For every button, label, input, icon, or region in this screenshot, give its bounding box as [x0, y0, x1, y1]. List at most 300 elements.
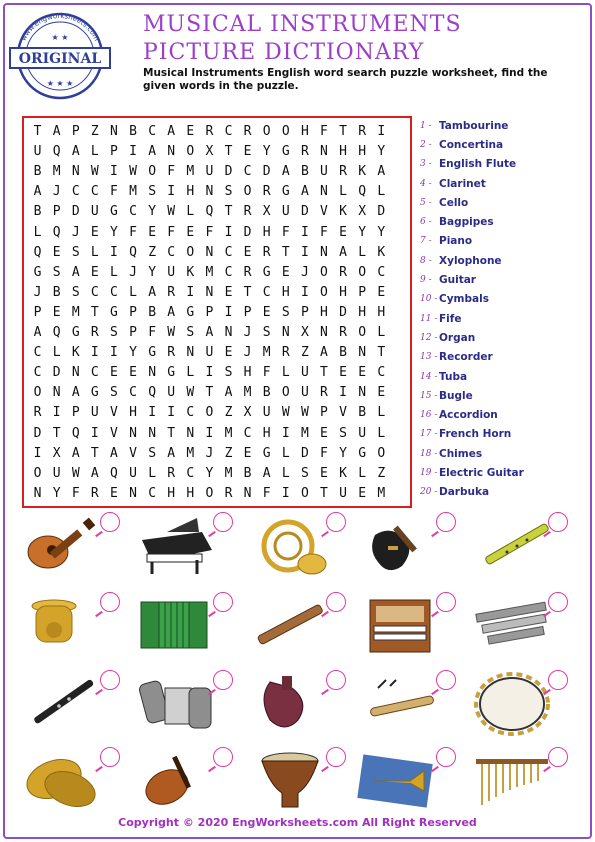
grid-letter[interactable]: G	[110, 204, 118, 220]
grid-letter[interactable]: K	[186, 264, 195, 280]
grid-letter[interactable]: I	[110, 244, 118, 260]
grid-letter[interactable]: I	[377, 124, 386, 139]
grid-letter[interactable]: I	[110, 164, 118, 180]
answer-bubble[interactable]	[213, 670, 233, 690]
grid-letter[interactable]: R	[339, 164, 347, 180]
answer-bubble[interactable]	[100, 670, 120, 690]
grid-letter[interactable]: S	[262, 325, 271, 340]
grid-letter[interactable]: S	[224, 365, 233, 381]
grid-letter[interactable]: U	[300, 385, 309, 401]
grid-letter[interactable]: E	[224, 345, 233, 361]
grid-letter[interactable]: F	[167, 224, 176, 240]
grid-letter[interactable]: Y	[339, 445, 347, 461]
grid-letter[interactable]: I	[90, 425, 99, 441]
grid-letter[interactable]: H	[339, 144, 347, 160]
grid-letter[interactable]: I	[224, 224, 233, 240]
answer-bubble[interactable]	[326, 747, 346, 767]
grid-letter[interactable]: G	[281, 144, 290, 160]
grid-letter[interactable]: Z	[224, 445, 233, 461]
grid-letter[interactable]: U	[52, 465, 61, 481]
grid-letter[interactable]: J	[243, 345, 252, 361]
grid-letter[interactable]: W	[300, 405, 309, 421]
answer-bubble[interactable]	[100, 747, 120, 767]
grid-letter[interactable]: X	[243, 405, 252, 421]
grid-letter[interactable]: S	[71, 244, 80, 260]
grid-letter[interactable]: R	[243, 264, 252, 280]
grid-letter[interactable]: O	[320, 264, 328, 280]
grid-letter[interactable]: E	[148, 224, 157, 240]
grid-letter[interactable]: S	[148, 184, 157, 200]
grid-letter[interactable]: A	[148, 284, 157, 300]
grid-letter[interactable]: O	[33, 385, 42, 401]
grid-letter[interactable]: C	[186, 405, 195, 421]
grid-letter[interactable]: H	[243, 365, 252, 381]
grid-letter[interactable]: C	[90, 284, 99, 300]
grid-letter[interactable]: P	[110, 144, 118, 160]
grid-letter[interactable]: A	[167, 445, 176, 461]
grid-letter[interactable]: A	[224, 385, 233, 401]
grid-letter[interactable]: X	[358, 204, 367, 220]
grid-letter[interactable]: H	[262, 425, 271, 441]
grid-letter[interactable]: O	[300, 485, 309, 501]
answer-bubble[interactable]	[213, 592, 233, 612]
grid-letter[interactable]: F	[148, 325, 157, 340]
grid-letter[interactable]: A	[167, 304, 176, 320]
grid-letter[interactable]: E	[52, 304, 61, 320]
grid-letter[interactable]: N	[320, 184, 328, 200]
grid-letter[interactable]: R	[167, 465, 176, 481]
grid-letter[interactable]: A	[167, 124, 176, 139]
grid-letter[interactable]: D	[33, 425, 42, 441]
grid-letter[interactable]: Y	[52, 485, 61, 501]
grid-letter[interactable]: A	[148, 144, 157, 160]
grid-letter[interactable]: Z	[377, 465, 386, 481]
grid-letter[interactable]: M	[205, 264, 214, 280]
grid-letter[interactable]: R	[281, 345, 290, 361]
grid-letter[interactable]: J	[52, 184, 61, 200]
answer-bubble[interactable]	[548, 592, 568, 612]
grid-letter[interactable]: B	[339, 345, 347, 361]
grid-letter[interactable]: T	[243, 284, 252, 300]
grid-letter[interactable]: R	[90, 485, 99, 501]
grid-letter[interactable]: H	[186, 485, 195, 501]
grid-letter[interactable]: E	[110, 485, 118, 501]
grid-letter[interactable]: L	[358, 244, 367, 260]
grid-letter[interactable]: A	[71, 385, 80, 401]
grid-letter[interactable]: K	[377, 244, 386, 260]
grid-letter[interactable]: H	[167, 485, 176, 501]
grid-letter[interactable]: S	[52, 264, 61, 280]
grid-letter[interactable]: S	[300, 465, 309, 481]
grid-letter[interactable]: A	[300, 184, 309, 200]
grid-letter[interactable]: C	[262, 284, 271, 300]
grid-letter[interactable]: J	[129, 264, 137, 280]
grid-letter[interactable]: U	[90, 405, 99, 421]
grid-letter[interactable]: K	[358, 164, 367, 180]
grid-letter[interactable]: R	[167, 284, 176, 300]
grid-letter[interactable]: H	[339, 284, 347, 300]
grid-letter[interactable]: I	[33, 445, 42, 461]
grid-letter[interactable]: C	[33, 365, 42, 381]
grid-letter[interactable]: A	[71, 264, 80, 280]
grid-letter[interactable]: F	[320, 224, 328, 240]
grid-letter[interactable]: H	[300, 124, 309, 139]
grid-letter[interactable]: O	[358, 264, 367, 280]
grid-letter[interactable]: O	[243, 184, 252, 200]
grid-letter[interactable]: P	[71, 124, 80, 139]
grid-letter[interactable]: Q	[129, 244, 137, 260]
grid-letter[interactable]: T	[90, 304, 99, 320]
grid-letter[interactable]: S	[71, 284, 80, 300]
grid-letter[interactable]: V	[129, 445, 137, 461]
answer-bubble[interactable]	[326, 592, 346, 612]
grid-letter[interactable]: E	[358, 365, 367, 381]
grid-letter[interactable]: C	[243, 164, 252, 180]
grid-letter[interactable]: J	[33, 284, 42, 300]
answer-bubble[interactable]	[100, 592, 120, 612]
grid-letter[interactable]: E	[224, 284, 233, 300]
grid-letter[interactable]: C	[186, 465, 195, 481]
grid-letter[interactable]: N	[320, 144, 328, 160]
grid-letter[interactable]: C	[129, 204, 137, 220]
grid-letter[interactable]: T	[377, 345, 386, 361]
grid-letter[interactable]: T	[167, 425, 176, 441]
grid-letter[interactable]: O	[186, 244, 195, 260]
grid-letter[interactable]: A	[281, 164, 290, 180]
grid-letter[interactable]: G	[281, 184, 290, 200]
grid-letter[interactable]: V	[110, 405, 118, 421]
grid-letter[interactable]: Y	[148, 204, 157, 220]
grid-letter[interactable]: A	[339, 244, 347, 260]
grid-letter[interactable]: S	[281, 304, 290, 320]
grid-letter[interactable]: L	[358, 465, 367, 481]
grid-letter[interactable]: F	[167, 164, 176, 180]
grid-letter[interactable]: I	[52, 405, 61, 421]
grid-letter[interactable]: L	[377, 184, 386, 200]
grid-letter[interactable]: P	[129, 304, 137, 320]
grid-letter[interactable]: H	[129, 405, 137, 421]
grid-letter[interactable]: M	[52, 164, 61, 180]
grid-letter[interactable]: C	[224, 264, 233, 280]
grid-letter[interactable]: E	[129, 365, 137, 381]
grid-letter[interactable]: C	[224, 244, 233, 260]
grid-letter[interactable]: I	[300, 224, 309, 240]
grid-letter[interactable]: X	[262, 204, 271, 220]
answer-bubble[interactable]	[436, 592, 456, 612]
grid-letter[interactable]: M	[300, 425, 309, 441]
grid-letter[interactable]: Y	[262, 144, 271, 160]
grid-letter[interactable]: D	[71, 204, 80, 220]
grid-letter[interactable]: J	[300, 264, 309, 280]
grid-letter[interactable]: U	[281, 204, 290, 220]
grid-letter[interactable]: F	[110, 184, 118, 200]
grid-letter[interactable]: I	[167, 405, 176, 421]
grid-letter[interactable]: C	[243, 425, 252, 441]
grid-letter[interactable]: P	[205, 304, 214, 320]
grid-letter[interactable]: N	[320, 244, 328, 260]
grid-letter[interactable]: R	[320, 385, 328, 401]
grid-letter[interactable]: Q	[358, 184, 367, 200]
grid-letter[interactable]: P	[358, 284, 367, 300]
grid-letter[interactable]: M	[186, 445, 195, 461]
grid-letter[interactable]: C	[377, 365, 386, 381]
grid-letter[interactable]: V	[339, 405, 347, 421]
grid-letter[interactable]: Q	[52, 224, 61, 240]
grid-letter[interactable]: D	[224, 164, 233, 180]
grid-letter[interactable]: A	[110, 445, 118, 461]
grid-letter[interactable]: M	[243, 385, 252, 401]
grid-letter[interactable]: H	[262, 224, 271, 240]
grid-letter[interactable]: R	[90, 325, 99, 340]
grid-letter[interactable]: L	[281, 465, 290, 481]
grid-letter[interactable]: A	[33, 325, 42, 340]
grid-letter[interactable]: U	[167, 264, 176, 280]
grid-letter[interactable]: J	[243, 325, 252, 340]
grid-letter[interactable]: J	[205, 445, 214, 461]
grid-letter[interactable]: A	[320, 345, 328, 361]
grid-letter[interactable]: B	[300, 164, 309, 180]
grid-letter[interactable]: N	[71, 164, 80, 180]
grid-letter[interactable]: N	[129, 425, 137, 441]
grid-letter[interactable]: H	[358, 304, 367, 320]
grid-letter[interactable]: E	[90, 264, 99, 280]
grid-letter[interactable]: R	[224, 485, 233, 501]
grid-letter[interactable]: W	[90, 164, 99, 180]
grid-letter[interactable]: P	[300, 304, 309, 320]
grid-letter[interactable]: I	[339, 385, 347, 401]
grid-letter[interactable]: A	[71, 144, 80, 160]
grid-letter[interactable]: Y	[358, 224, 367, 240]
grid-letter[interactable]: L	[281, 365, 290, 381]
grid-letter[interactable]: O	[33, 465, 42, 481]
grid-letter[interactable]: H	[281, 284, 290, 300]
grid-letter[interactable]: L	[33, 224, 42, 240]
grid-letter[interactable]: W	[167, 325, 176, 340]
grid-letter[interactable]: A	[90, 465, 99, 481]
grid-letter[interactable]: W	[129, 164, 137, 180]
grid-letter[interactable]: G	[71, 325, 80, 340]
grid-letter[interactable]: R	[262, 244, 271, 260]
grid-letter[interactable]: G	[358, 445, 367, 461]
grid-letter[interactable]: L	[186, 365, 195, 381]
grid-letter[interactable]: S	[339, 425, 347, 441]
grid-letter[interactable]: I	[110, 345, 118, 361]
grid-letter[interactable]: W	[71, 465, 80, 481]
grid-letter[interactable]: J	[71, 224, 80, 240]
grid-letter[interactable]: K	[339, 204, 347, 220]
grid-letter[interactable]: L	[110, 264, 118, 280]
grid-letter[interactable]: I	[205, 365, 214, 381]
grid-letter[interactable]: R	[167, 345, 176, 361]
grid-letter[interactable]: N	[129, 485, 137, 501]
grid-letter[interactable]: L	[90, 244, 99, 260]
answer-bubble[interactable]	[548, 512, 568, 532]
grid-letter[interactable]: C	[167, 244, 176, 260]
grid-letter[interactable]: E	[339, 365, 347, 381]
grid-letter[interactable]: H	[377, 304, 386, 320]
grid-letter[interactable]: A	[377, 164, 386, 180]
grid-letter[interactable]: G	[90, 385, 99, 401]
grid-letter[interactable]: C	[33, 345, 42, 361]
grid-letter[interactable]: G	[110, 304, 118, 320]
grid-letter[interactable]: W	[281, 405, 290, 421]
grid-letter[interactable]: T	[224, 204, 233, 220]
grid-letter[interactable]: V	[110, 425, 118, 441]
grid-letter[interactable]: F	[262, 365, 271, 381]
grid-letter[interactable]: U	[167, 385, 176, 401]
answer-bubble[interactable]	[213, 512, 233, 532]
answer-bubble[interactable]	[100, 512, 120, 532]
grid-letter[interactable]: N	[167, 144, 176, 160]
grid-letter[interactable]: P	[320, 405, 328, 421]
grid-letter[interactable]: G	[148, 345, 157, 361]
grid-letter[interactable]: S	[186, 325, 195, 340]
grid-letter[interactable]: R	[243, 124, 252, 139]
answer-bubble[interactable]	[548, 747, 568, 767]
grid-letter[interactable]: S	[110, 385, 118, 401]
grid-letter[interactable]: B	[129, 124, 137, 139]
grid-letter[interactable]: R	[339, 325, 347, 340]
grid-letter[interactable]: C	[90, 365, 99, 381]
grid-letter[interactable]: N	[52, 385, 61, 401]
grid-letter[interactable]: W	[186, 385, 195, 401]
grid-letter[interactable]: Q	[52, 325, 61, 340]
grid-letter[interactable]: N	[281, 325, 290, 340]
grid-letter[interactable]: M	[224, 425, 233, 441]
grid-letter[interactable]: N	[224, 325, 233, 340]
grid-letter[interactable]: E	[52, 244, 61, 260]
grid-letter[interactable]: I	[167, 184, 176, 200]
grid-letter[interactable]: C	[110, 284, 118, 300]
grid-letter[interactable]: N	[205, 184, 214, 200]
grid-letter[interactable]: W	[167, 204, 176, 220]
grid-letter[interactable]: C	[148, 124, 157, 139]
grid-letter[interactable]: L	[186, 204, 195, 220]
grid-letter[interactable]: L	[90, 144, 99, 160]
answer-bubble[interactable]	[213, 747, 233, 767]
grid-letter[interactable]: N	[148, 425, 157, 441]
grid-letter[interactable]: D	[52, 365, 61, 381]
grid-letter[interactable]: F	[281, 224, 290, 240]
grid-letter[interactable]: E	[262, 304, 271, 320]
grid-letter[interactable]: M	[186, 164, 195, 180]
grid-letter[interactable]: Z	[224, 405, 233, 421]
grid-letter[interactable]: N	[33, 485, 42, 501]
grid-letter[interactable]: H	[186, 184, 195, 200]
grid-letter[interactable]: Q	[205, 204, 214, 220]
grid-letter[interactable]: C	[71, 184, 80, 200]
grid-letter[interactable]: L	[52, 345, 61, 361]
grid-letter[interactable]: X	[52, 445, 61, 461]
grid-letter[interactable]: O	[320, 284, 328, 300]
grid-letter[interactable]: Y	[110, 224, 118, 240]
grid-letter[interactable]: Q	[110, 465, 118, 481]
grid-letter[interactable]: N	[205, 284, 214, 300]
grid-letter[interactable]: Z	[300, 345, 309, 361]
grid-letter[interactable]: T	[52, 425, 61, 441]
grid-letter[interactable]: L	[281, 445, 290, 461]
grid-letter[interactable]: L	[339, 184, 347, 200]
grid-letter[interactable]: A	[33, 184, 42, 200]
grid-letter[interactable]: R	[33, 405, 42, 421]
grid-letter[interactable]: C	[129, 385, 137, 401]
grid-letter[interactable]: E	[186, 224, 195, 240]
grid-letter[interactable]: T	[320, 485, 328, 501]
grid-letter[interactable]: H	[320, 304, 328, 320]
grid-letter[interactable]: L	[377, 425, 386, 441]
grid-letter[interactable]: U	[205, 164, 214, 180]
grid-letter[interactable]: Y	[148, 264, 157, 280]
grid-letter[interactable]: B	[262, 385, 271, 401]
grid-letter[interactable]: G	[262, 264, 271, 280]
grid-letter[interactable]: I	[148, 405, 157, 421]
grid-letter[interactable]: A	[52, 124, 61, 139]
grid-letter[interactable]: L	[148, 465, 157, 481]
grid-letter[interactable]: I	[281, 425, 290, 441]
grid-letter[interactable]: H	[358, 144, 367, 160]
grid-letter[interactable]: U	[205, 345, 214, 361]
grid-letter[interactable]: T	[90, 445, 99, 461]
grid-letter[interactable]: N	[110, 124, 118, 139]
grid-letter[interactable]: R	[300, 144, 309, 160]
grid-letter[interactable]: L	[129, 284, 137, 300]
grid-letter[interactable]: L	[377, 325, 386, 340]
grid-letter[interactable]: G	[167, 365, 176, 381]
grid-letter[interactable]: T	[33, 124, 42, 139]
grid-letter[interactable]: Z	[148, 244, 157, 260]
grid-letter[interactable]: P	[71, 405, 80, 421]
grid-letter[interactable]: I	[281, 485, 290, 501]
grid-letter[interactable]: R	[243, 204, 252, 220]
grid-letter[interactable]: X	[205, 144, 214, 160]
grid-letter[interactable]: O	[148, 164, 157, 180]
grid-letter[interactable]: O	[281, 124, 290, 139]
grid-letter[interactable]: D	[300, 445, 309, 461]
grid-letter[interactable]: E	[320, 465, 328, 481]
grid-letter[interactable]: O	[281, 385, 290, 401]
grid-letter[interactable]: O	[205, 405, 214, 421]
grid-letter[interactable]: Z	[90, 124, 99, 139]
grid-letter[interactable]: U	[339, 485, 347, 501]
grid-letter[interactable]: D	[262, 164, 271, 180]
grid-letter[interactable]: O	[377, 445, 386, 461]
grid-letter[interactable]: S	[110, 325, 118, 340]
grid-letter[interactable]: N	[186, 345, 195, 361]
grid-letter[interactable]: F	[320, 124, 328, 139]
grid-letter[interactable]: O	[262, 124, 271, 139]
answer-bubble[interactable]	[326, 512, 346, 532]
grid-letter[interactable]: K	[339, 465, 347, 481]
grid-letter[interactable]: P	[52, 204, 61, 220]
grid-letter[interactable]: B	[33, 164, 42, 180]
grid-letter[interactable]: R	[205, 124, 214, 139]
grid-letter[interactable]: I	[300, 284, 309, 300]
grid-letter[interactable]: E	[243, 244, 252, 260]
grid-letter[interactable]: B	[148, 304, 157, 320]
grid-letter[interactable]: N	[358, 345, 367, 361]
grid-letter[interactable]: C	[148, 485, 157, 501]
grid-letter[interactable]: O	[186, 144, 195, 160]
grid-letter[interactable]: F	[129, 224, 137, 240]
grid-letter[interactable]: D	[300, 204, 309, 220]
grid-letter[interactable]: G	[33, 264, 42, 280]
grid-letter[interactable]: U	[129, 465, 137, 481]
grid-letter[interactable]: G	[186, 304, 195, 320]
grid-letter[interactable]: O	[205, 485, 214, 501]
grid-letter[interactable]: X	[300, 325, 309, 340]
grid-letter[interactable]: T	[224, 144, 233, 160]
grid-letter[interactable]: E	[377, 284, 386, 300]
